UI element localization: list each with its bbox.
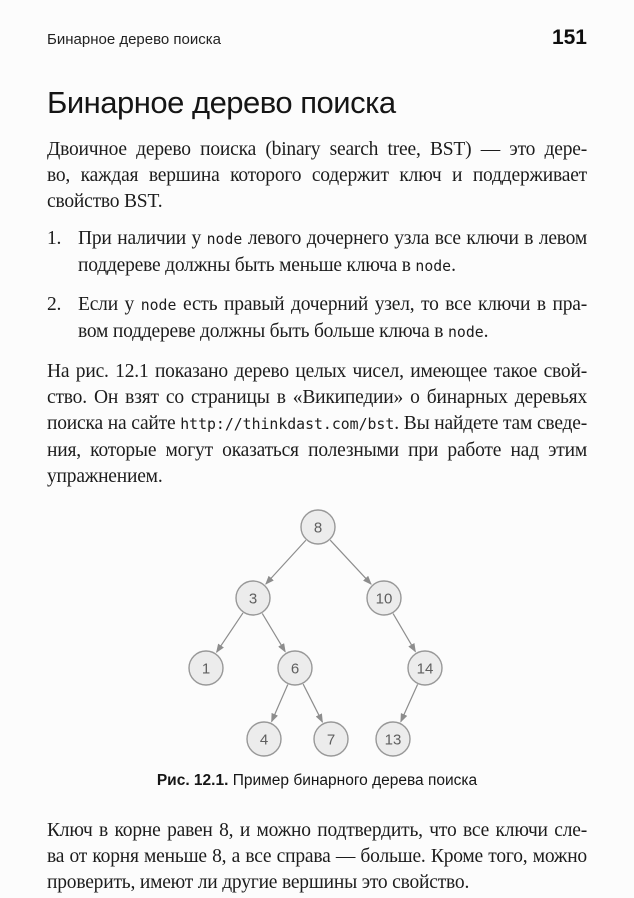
svg-text:13: 13: [384, 731, 402, 749]
tree-node-14: [408, 651, 442, 685]
text-line: [47, 411, 587, 438]
text-line: [47, 844, 587, 870]
text: Пример бинарного дерева поиска: [228, 772, 478, 789]
tree-node-6: [278, 651, 312, 685]
text-line: [47, 464, 587, 490]
text: во, каждая вершина которого содержит ключ и поддерживает: [47, 165, 587, 186]
text: При наличии у: [78, 228, 207, 249]
tree-node-3: [236, 581, 270, 615]
code-text: node: [448, 324, 484, 341]
text: Если у: [78, 294, 141, 315]
text-line: [78, 253, 587, 280]
list-item-body: [78, 226, 587, 280]
paragraph-1: [47, 137, 587, 215]
svg-text:10: 10: [375, 590, 393, 608]
page-title: Бинарное дерево поиска: [47, 85, 396, 120]
code-text: node: [206, 231, 243, 248]
text: ва от корня меньше 8, а все справа — больше. Кроме того, можно: [47, 846, 587, 867]
text-line: [47, 438, 587, 464]
text-line: [47, 137, 587, 163]
tree-node-7: [314, 722, 348, 756]
code-text: http://thinkdast.com/bst: [180, 416, 395, 433]
text-line: [47, 818, 587, 844]
text: Ключ в корне равен 8, и можно подтвердить, что все ключи сле-: [47, 820, 587, 841]
running-title: Бинарное дерево поиска: [47, 31, 221, 48]
paragraph-3: [47, 818, 587, 896]
svg-text:1: 1: [201, 660, 211, 678]
binary-tree-diagram: [47, 508, 587, 760]
text: поиска на сайте: [47, 413, 181, 434]
tree-edge-14-13: [401, 684, 418, 721]
text: проверить, имеют ли другие вершины это свойство.: [47, 872, 470, 893]
text: . Вы найдете там сведе-: [394, 413, 587, 434]
text-line: [78, 292, 587, 319]
svg-text:6: 6: [290, 660, 300, 678]
text-line: [47, 189, 587, 215]
bst-property-list: [47, 226, 587, 346]
bold-text: Рис. 12.1.: [156, 772, 229, 789]
list-item-1: [47, 226, 587, 280]
text-line: [78, 226, 587, 253]
svg-text:8: 8: [313, 519, 323, 537]
text: .: [483, 321, 489, 342]
page-header: [47, 27, 587, 48]
text-line: [47, 870, 587, 896]
tree-edge-3-6: [262, 613, 285, 651]
text: свойство BST.: [47, 191, 163, 212]
figure-caption: [47, 772, 587, 790]
list-item-body: [78, 292, 587, 346]
text: левого дочернего узла все ключи в левом: [242, 228, 587, 249]
list-marker: 2.: [47, 294, 62, 315]
tree-edge-10-14: [393, 614, 415, 652]
text: вом поддереве должны быть больше ключа в: [78, 321, 448, 342]
tree-node-1: [189, 651, 223, 685]
text-line: [78, 319, 587, 346]
text: Двоичное дерево поиска (binary search tree, BST) — это дере-: [47, 139, 587, 160]
text: ство. Он взят со страницы в «Википедии» о бинарных деревьях: [47, 387, 587, 408]
figure-12-1: [47, 508, 587, 790]
text: ния, которые могут оказаться полезными при работе над этим: [47, 440, 587, 461]
svg-text:4: 4: [259, 731, 269, 749]
tree-node-8: [301, 510, 335, 544]
text: упражнением.: [47, 466, 163, 487]
tree-node-10: [367, 581, 401, 615]
list-item-2: [47, 292, 587, 346]
page-number: 151: [551, 26, 587, 49]
tree-edge-8-10: [330, 540, 371, 584]
text: есть правый дочерний узел, то все ключи в пра-: [176, 294, 587, 315]
text: поддереве должны быть меньше ключа в: [78, 255, 416, 276]
text-line: [47, 385, 587, 411]
code-text: node: [415, 258, 452, 275]
text-line: [47, 359, 587, 385]
list-marker: 1.: [47, 228, 62, 249]
text: На рис. 12.1 показано дерево целых чисел, имеющее такое свой-: [47, 361, 587, 382]
tree-edge-8-3: [266, 540, 306, 584]
tree-edge-6-7: [303, 684, 322, 722]
svg-text:7: 7: [326, 731, 336, 749]
code-text: node: [140, 297, 177, 314]
svg-text:3: 3: [248, 590, 258, 608]
text: .: [451, 255, 456, 276]
svg-text:14: 14: [416, 660, 434, 678]
tree-node-4: [247, 722, 281, 756]
paragraph-2: [47, 359, 587, 490]
tree-edge-6-4: [272, 684, 288, 721]
tree-edge-3-1: [217, 613, 243, 652]
tree-node-13: [376, 722, 410, 756]
text-line: [47, 163, 587, 189]
